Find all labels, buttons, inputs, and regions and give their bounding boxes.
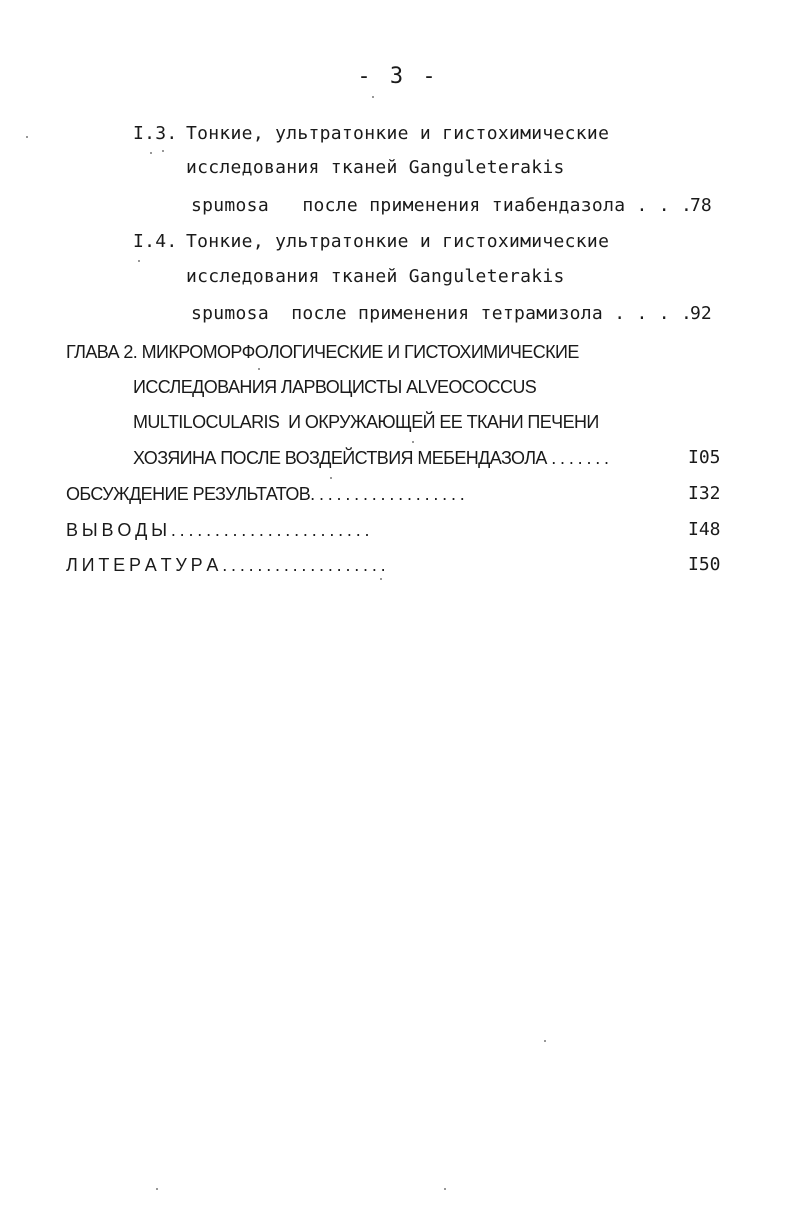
toc-entry-1-3-line2: исследования тканей Ganguleterakis xyxy=(186,157,565,178)
toc-entry-1-4-number: I.4. xyxy=(133,231,178,252)
toc-entry-1-4-line1: Тонкие, ультратонкие и гистохимические xyxy=(186,231,610,252)
scan-speck xyxy=(444,1188,446,1190)
scan-speck xyxy=(380,578,382,580)
toc-entry-1-3-line1: Тонкие, ультратонкие и гистохимические xyxy=(186,123,610,144)
toc-chapter-2-page: I05 xyxy=(688,447,721,468)
toc-chapter-2-line1: ГЛАВА 2. МИКРОМОРФОЛОГИЧЕСКИЕ И ГИСТОХИМИЧЕСКИЕ xyxy=(66,342,579,362)
scan-speck xyxy=(258,368,260,370)
toc-entry-1-4-page: 92 xyxy=(690,303,712,324)
scan-speck xyxy=(150,152,152,154)
toc-chapter-2-line4: ХОЗЯИНА ПОСЛЕ ВОЗДЕЙСТВИЯ МЕБЕНДАЗОЛА . . . . . . . xyxy=(133,448,609,468)
scan-speck xyxy=(412,441,414,443)
scan-speck xyxy=(156,1188,158,1190)
scan-speck xyxy=(372,96,374,98)
toc-entry-1-4-line3: spumosa после применения тетрамизола . . . . xyxy=(191,303,693,324)
scan-speck xyxy=(138,260,140,262)
toc-discussion-label: ОБСУЖДЕНИЕ РЕЗУЛЬТАТОВ. . . . . . . . . . . . . . . . . . xyxy=(66,484,465,504)
toc-entry-1-3-page: 78 xyxy=(690,195,712,216)
toc-literature-label: Л И Т Е Р А Т У Р А . . . . . . . . . . . . . . . . . . . xyxy=(66,555,386,575)
toc-conclusions-page: I48 xyxy=(688,519,721,540)
toc-entry-1-4-line2: исследования тканей Ganguleterakis xyxy=(186,266,565,287)
toc-literature-page: I50 xyxy=(688,554,721,575)
toc-entry-1-3-line3: spumosa после применения тиабендазола . . . xyxy=(191,195,693,216)
toc-discussion-page: I32 xyxy=(688,483,721,504)
toc-chapter-2-line3: MULTILOCULARIS И ОКРУЖАЮЩЕЙ ЕЕ ТКАНИ ПЕЧЕНИ xyxy=(133,412,599,432)
toc-chapter-2-line2: ИССЛЕДОВАНИЯ ЛАРВОЦИСТЫ ALVEOCOCCUS xyxy=(133,377,537,397)
page-number: - 3 - xyxy=(357,64,439,89)
scan-speck xyxy=(162,150,164,152)
toc-conclusions-label: В Ы В О Д Ы . . . . . . . . . . . . . . . . . . . . . . . xyxy=(66,520,369,540)
scan-speck xyxy=(26,136,28,138)
scan-speck xyxy=(544,1040,546,1042)
scan-speck xyxy=(330,477,332,479)
toc-entry-1-3-number: I.3. xyxy=(133,123,178,144)
